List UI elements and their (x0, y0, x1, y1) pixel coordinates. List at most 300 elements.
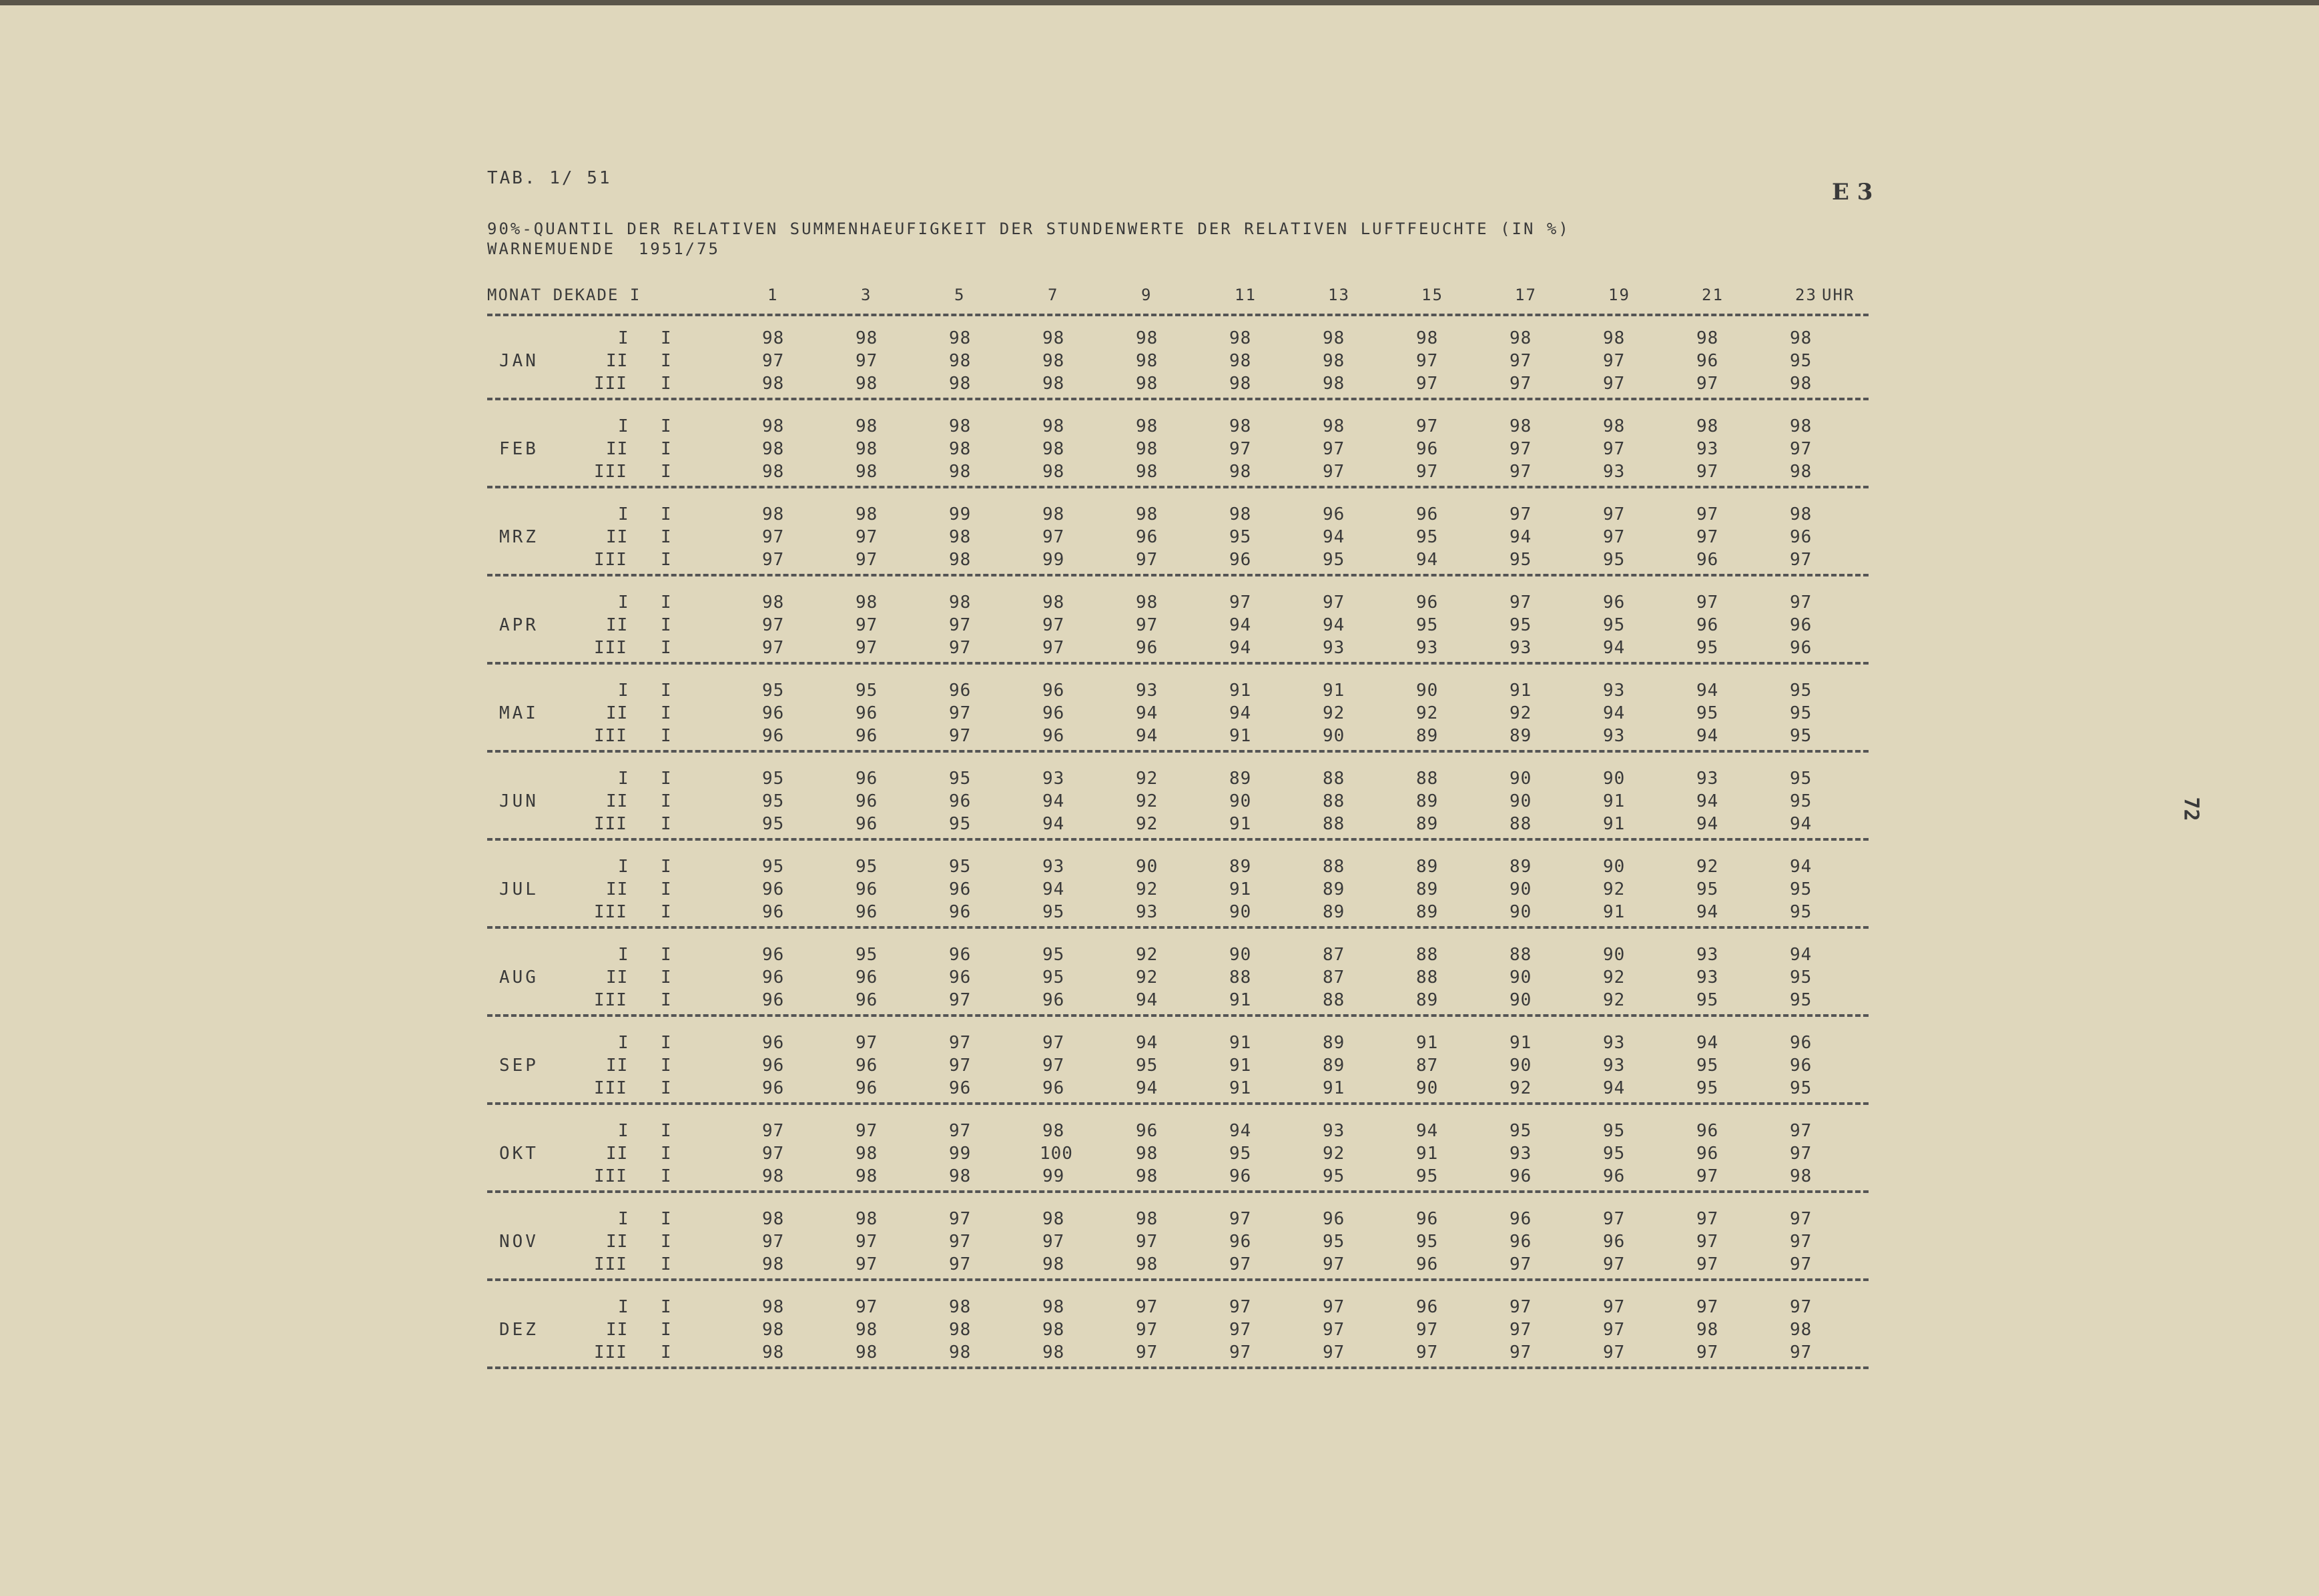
column-divider: I (661, 1342, 672, 1362)
table-row (487, 814, 1869, 834)
table-cell: 97 (1696, 527, 1719, 547)
dekade-label: II (606, 1056, 629, 1076)
table-cell: 93 (1696, 769, 1719, 789)
table-cell: 95 (856, 857, 878, 877)
table-cell: 97 (1510, 439, 1532, 459)
table-cell: 98 (949, 550, 972, 570)
table-cell: 95 (762, 814, 785, 834)
table-cell: 95 (1790, 1078, 1812, 1098)
page-number: 72 (2179, 797, 2203, 821)
table-cell: 97 (1510, 592, 1532, 613)
table-cell: 97 (1510, 1320, 1532, 1340)
month-label: AUG (499, 967, 539, 987)
table-cell: 97 (1323, 439, 1345, 459)
table-cell: 95 (1603, 1144, 1626, 1164)
table-cell: 91 (1510, 1033, 1532, 1053)
table-cell: 95 (1416, 1232, 1439, 1252)
table-cell: 97 (1603, 1297, 1626, 1317)
table-cell: 95 (1696, 1078, 1719, 1098)
header-hour-17: 17 (1515, 286, 1537, 304)
table-cell: 94 (1042, 814, 1065, 834)
table-cell: 90 (1323, 726, 1345, 746)
corner-code: E 3 (1832, 179, 1873, 206)
dekade-label: II (606, 615, 629, 635)
table-cell: 95 (1790, 681, 1812, 701)
table-cell: 98 (1790, 1166, 1812, 1186)
table-cell: 98 (1229, 351, 1252, 371)
table-cell: 97 (1042, 638, 1065, 658)
table-cell: 96 (949, 902, 972, 922)
table-cell: 92 (1510, 703, 1532, 723)
table-cell: 91 (1323, 1078, 1345, 1098)
separator-line (487, 838, 1869, 841)
dekade-label: I (618, 504, 629, 524)
table-cell: 97 (1136, 1232, 1158, 1252)
table-row (487, 1254, 1869, 1274)
table-cell: 95 (1510, 615, 1532, 635)
table-cell: 91 (1229, 726, 1252, 746)
column-divider: I (661, 1209, 672, 1229)
column-divider: I (661, 879, 672, 899)
table-label: TAB. 1/ 51 (487, 168, 612, 188)
table-cell: 95 (762, 681, 785, 701)
table-cell: 96 (1416, 1254, 1439, 1274)
table-cell: 93 (1696, 439, 1719, 459)
table-row (487, 945, 1869, 965)
table-cell: 97 (856, 1033, 878, 1053)
table-row (487, 615, 1869, 635)
table-cell: 97 (1042, 1232, 1065, 1252)
table-cell: 97 (1042, 527, 1065, 547)
table-row (487, 1121, 1869, 1141)
table-cell: 97 (1229, 1209, 1252, 1229)
table-cell: 90 (1510, 902, 1532, 922)
table-cell: 98 (1042, 1320, 1065, 1340)
table-cell: 97 (1696, 504, 1719, 524)
table-cell: 91 (1510, 681, 1532, 701)
table-cell: 94 (1042, 879, 1065, 899)
table-cell: 97 (762, 638, 785, 658)
table-cell: 96 (1790, 638, 1812, 658)
table-cell: 88 (1323, 814, 1345, 834)
table-cell: 93 (1416, 638, 1439, 658)
table-cell: 98 (1136, 1144, 1158, 1164)
table-cell: 98 (856, 439, 878, 459)
table-cell: 96 (949, 945, 972, 965)
table-cell: 96 (762, 1056, 785, 1076)
dekade-label: III (594, 726, 627, 746)
table-cell: 97 (1603, 504, 1626, 524)
table-cell: 90 (1510, 769, 1532, 789)
table-cell: 97 (1136, 1297, 1158, 1317)
header-unit: UHR (1822, 286, 1855, 304)
table-cell: 95 (762, 769, 785, 789)
table-cell: 98 (856, 1166, 878, 1186)
table-cell: 96 (856, 726, 878, 746)
table-cell: 96 (856, 703, 878, 723)
table-cell: 96 (1416, 1297, 1439, 1317)
column-divider: I (661, 1033, 672, 1053)
table-cell: 96 (856, 990, 878, 1010)
table-cell: 88 (1323, 990, 1345, 1010)
table-cell: 97 (1323, 1254, 1345, 1274)
table-row (487, 1144, 1869, 1164)
table-cell: 92 (1603, 879, 1626, 899)
table-cell: 94 (1323, 615, 1345, 635)
table-cell: 94 (1229, 1121, 1252, 1141)
table-cell: 97 (1416, 351, 1439, 371)
table-cell: 93 (1696, 945, 1719, 965)
table-cell: 91 (1603, 814, 1626, 834)
table-cell: 95 (762, 857, 785, 877)
table-cell: 89 (1323, 879, 1345, 899)
table-cell: 96 (1603, 592, 1626, 613)
table-cell: 97 (856, 1121, 878, 1141)
table-cell: 96 (856, 814, 878, 834)
table-cell: 97 (1696, 1232, 1719, 1252)
table-cell: 98 (1790, 504, 1812, 524)
table-cell: 97 (1136, 550, 1158, 570)
separator-line (487, 1366, 1869, 1369)
table-cell: 91 (1229, 681, 1252, 701)
table-cell: 96 (1229, 550, 1252, 570)
table-cell: 95 (1790, 967, 1812, 987)
table-cell: 96 (1416, 504, 1439, 524)
table-cell: 96 (1229, 1166, 1252, 1186)
table-cell: 94 (1603, 703, 1626, 723)
table-cell: 98 (1042, 1297, 1065, 1317)
table-cell: 98 (762, 328, 785, 348)
table-cell: 89 (1416, 814, 1439, 834)
table-cell: 96 (1696, 1144, 1719, 1164)
table-row (487, 1297, 1869, 1317)
header-hour-21: 21 (1702, 286, 1724, 304)
table-cell: 97 (1790, 1144, 1812, 1164)
column-divider: I (661, 1254, 672, 1274)
table-cell: 98 (1323, 351, 1345, 371)
table-cell: 98 (762, 462, 785, 482)
table-cell: 92 (1136, 814, 1158, 834)
table-cell: 98 (856, 504, 878, 524)
dekade-label: III (594, 990, 627, 1010)
table-cell: 89 (1229, 857, 1252, 877)
column-divider: I (661, 462, 672, 482)
table-cell: 98 (1229, 416, 1252, 436)
table-cell: 93 (1603, 681, 1626, 701)
table-cell: 98 (1042, 1342, 1065, 1362)
header-hour-15: 15 (1421, 286, 1443, 304)
table-cell: 97 (762, 351, 785, 371)
table-cell: 92 (1136, 791, 1158, 811)
separator-line (487, 750, 1869, 753)
table-cell: 97 (1416, 462, 1439, 482)
table-cell: 97 (856, 351, 878, 371)
table-cell: 98 (1229, 374, 1252, 394)
table-cell: 93 (1696, 967, 1719, 987)
table-cell: 96 (1042, 990, 1065, 1010)
dekade-label: I (618, 1297, 629, 1317)
table-cell: 96 (1603, 1232, 1626, 1252)
column-divider: I (661, 1144, 672, 1164)
table-row (487, 1342, 1869, 1362)
table-cell: 98 (949, 439, 972, 459)
dekade-label: I (618, 857, 629, 877)
column-divider: I (661, 328, 672, 348)
table-cell: 94 (1696, 1033, 1719, 1053)
dekade-label: I (618, 1121, 629, 1141)
dekade-label: I (618, 416, 629, 436)
table-cell: 95 (1603, 615, 1626, 635)
table-cell: 90 (1510, 791, 1532, 811)
table-cell: 97 (1603, 1254, 1626, 1274)
table-cell: 95 (949, 814, 972, 834)
table-cell: 93 (1323, 1121, 1345, 1141)
table-cell: 97 (1416, 1320, 1439, 1340)
table-cell: 98 (762, 1209, 785, 1229)
table-cell: 92 (1603, 990, 1626, 1010)
separator-line (487, 662, 1869, 665)
table-cell: 95 (1790, 990, 1812, 1010)
column-divider: I (661, 550, 672, 570)
table-cell: 90 (1510, 879, 1532, 899)
table-cell: 96 (762, 879, 785, 899)
table-cell: 93 (1042, 857, 1065, 877)
month-label: DEZ (499, 1320, 539, 1340)
table-cell: 97 (1136, 1320, 1158, 1340)
title-line-2: WARNEMUENDE 1951/75 (487, 240, 720, 258)
table-cell: 98 (1510, 328, 1532, 348)
table-cell: 88 (1510, 814, 1532, 834)
table-cell: 98 (1323, 416, 1345, 436)
table-cell: 97 (1790, 1121, 1812, 1141)
table-cell: 95 (856, 681, 878, 701)
table-cell: 91 (1603, 902, 1626, 922)
table-cell: 97 (1603, 1209, 1626, 1229)
scan-top-edge (0, 0, 2319, 5)
table-cell: 87 (1323, 945, 1345, 965)
table-cell: 94 (1323, 527, 1345, 547)
table-row (487, 1209, 1869, 1229)
table-cell: 99 (949, 504, 972, 524)
table-cell: 89 (1323, 1056, 1345, 1076)
table-cell: 89 (1416, 791, 1439, 811)
dekade-label: II (606, 879, 629, 899)
table-cell: 93 (1603, 1033, 1626, 1053)
table-cell: 97 (856, 550, 878, 570)
table-cell: 97 (1603, 1320, 1626, 1340)
table-cell: 89 (1416, 857, 1439, 877)
table-cell: 96 (1136, 527, 1158, 547)
table-cell: 97 (1696, 1254, 1719, 1274)
table-cell: 97 (856, 615, 878, 635)
table-cell: 89 (1416, 879, 1439, 899)
table-cell: 89 (1416, 902, 1439, 922)
header-hour-9: 9 (1141, 286, 1152, 304)
table-cell: 91 (1229, 814, 1252, 834)
table-cell: 97 (1790, 1232, 1812, 1252)
table-cell: 90 (1603, 769, 1626, 789)
table-cell: 97 (856, 1232, 878, 1252)
dekade-label: II (606, 527, 629, 547)
table-cell: 96 (856, 1056, 878, 1076)
table-cell: 96 (1416, 439, 1439, 459)
table-cell: 97 (1790, 1342, 1812, 1362)
table-cell: 96 (949, 791, 972, 811)
table-cell: 94 (1229, 615, 1252, 635)
table-cell: 97 (949, 1209, 972, 1229)
column-divider: I (661, 945, 672, 965)
table-cell: 97 (1416, 416, 1439, 436)
table-cell: 94 (1416, 1121, 1439, 1141)
table-row (487, 439, 1869, 459)
dekade-label: III (594, 814, 627, 834)
header-hour-5: 5 (954, 286, 966, 304)
column-divider: I (661, 703, 672, 723)
table-cell: 97 (1042, 1033, 1065, 1053)
table-row (487, 550, 1869, 570)
table-cell: 95 (1229, 1144, 1252, 1164)
table-cell: 95 (1323, 1232, 1345, 1252)
table-cell: 98 (949, 1166, 972, 1186)
table-cell: 97 (1510, 374, 1532, 394)
column-divider: I (661, 791, 672, 811)
table-title (487, 219, 1570, 259)
table-cell: 97 (856, 1297, 878, 1317)
column-divider: I (661, 1320, 672, 1340)
table-cell: 90 (1229, 791, 1252, 811)
table-cell: 94 (1416, 550, 1439, 570)
table-cell: 98 (1696, 1320, 1719, 1340)
table-cell: 94 (1229, 638, 1252, 658)
table-cell: 88 (1416, 945, 1439, 965)
table-cell: 98 (949, 462, 972, 482)
table-cell: 96 (1416, 1209, 1439, 1229)
separator-line (487, 1278, 1869, 1281)
table-cell: 98 (762, 1342, 785, 1362)
table-row (487, 1232, 1869, 1252)
column-divider: I (661, 374, 672, 394)
table-cell: 89 (1323, 902, 1345, 922)
table-cell: 91 (1229, 990, 1252, 1010)
table-header (487, 286, 1869, 306)
table-cell: 98 (1229, 504, 1252, 524)
table-cell: 95 (1042, 902, 1065, 922)
table-cell: 97 (856, 527, 878, 547)
table-cell: 97 (1696, 374, 1719, 394)
table-row (487, 638, 1869, 658)
table-cell: 97 (1510, 504, 1532, 524)
month-label: JUN (499, 791, 539, 811)
table-row (487, 1320, 1869, 1340)
dekade-label: III (594, 1342, 627, 1362)
table-cell: 88 (1229, 967, 1252, 987)
table-cell: 98 (1136, 374, 1158, 394)
header-hour-23: 23 (1795, 286, 1817, 304)
table-cell: 93 (1603, 1056, 1626, 1076)
dekade-label: II (606, 351, 629, 371)
table-cell: 98 (1136, 592, 1158, 613)
table-cell: 98 (1790, 374, 1812, 394)
dekade-label: I (618, 1033, 629, 1053)
month-label: OKT (499, 1144, 539, 1164)
table-cell: 98 (762, 439, 785, 459)
table-cell: 96 (856, 902, 878, 922)
table-cell: 96 (1696, 351, 1719, 371)
table-cell: 98 (1042, 439, 1065, 459)
table-cell: 97 (1790, 1297, 1812, 1317)
dekade-label: II (606, 1232, 629, 1252)
table-cell: 97 (949, 1121, 972, 1141)
table-cell: 96 (1696, 615, 1719, 635)
table-cell: 92 (1416, 703, 1439, 723)
table-cell: 93 (1510, 1144, 1532, 1164)
column-divider: I (661, 1121, 672, 1141)
table-cell: 96 (762, 902, 785, 922)
table-cell: 94 (1790, 945, 1812, 965)
table-cell: 89 (1229, 769, 1252, 789)
table-cell: 97 (1323, 1342, 1345, 1362)
table-cell: 91 (1603, 791, 1626, 811)
table-cell: 97 (1790, 1254, 1812, 1274)
table-cell: 98 (1042, 1121, 1065, 1141)
table-cell: 98 (949, 351, 972, 371)
table-cell: 88 (1510, 945, 1532, 965)
table-cell: 98 (1603, 328, 1626, 348)
table-cell: 97 (949, 615, 972, 635)
table-cell: 93 (1136, 902, 1158, 922)
table-cell: 90 (1603, 857, 1626, 877)
table-cell: 93 (1136, 681, 1158, 701)
table-cell: 97 (1323, 592, 1345, 613)
table-row (487, 351, 1869, 371)
table-cell: 98 (1696, 416, 1719, 436)
table-row (487, 504, 1869, 524)
column-divider: I (661, 769, 672, 789)
table-cell: 97 (1696, 1209, 1719, 1229)
table-cell: 98 (856, 416, 878, 436)
column-divider: I (661, 527, 672, 547)
header-monat-dekade: MONAT DEKADE I (487, 286, 641, 304)
table-cell: 97 (762, 527, 785, 547)
table-cell: 95 (1416, 615, 1439, 635)
table-cell: 97 (1229, 439, 1252, 459)
dekade-label: III (594, 902, 627, 922)
table-cell: 94 (1696, 791, 1719, 811)
table-cell: 97 (1229, 592, 1252, 613)
column-divider: I (661, 592, 672, 613)
table-row (487, 967, 1869, 987)
table-cell: 98 (1042, 462, 1065, 482)
table-cell: 95 (1696, 990, 1719, 1010)
table-cell: 96 (1790, 527, 1812, 547)
table-cell: 90 (1510, 990, 1532, 1010)
table-cell: 98 (949, 527, 972, 547)
table-cell: 94 (1042, 791, 1065, 811)
table-cell: 98 (762, 1254, 785, 1274)
table-cell: 98 (1229, 462, 1252, 482)
separator-line (487, 314, 1869, 316)
table-cell: 93 (1603, 462, 1626, 482)
table-cell: 95 (1790, 351, 1812, 371)
separator-line (487, 574, 1869, 576)
table-cell: 97 (1696, 462, 1719, 482)
column-divider: I (661, 967, 672, 987)
table-cell: 90 (1510, 967, 1532, 987)
table-cell: 95 (1696, 638, 1719, 658)
table-cell: 96 (1323, 504, 1345, 524)
table-cell: 95 (949, 769, 972, 789)
table-cell: 98 (1323, 328, 1345, 348)
